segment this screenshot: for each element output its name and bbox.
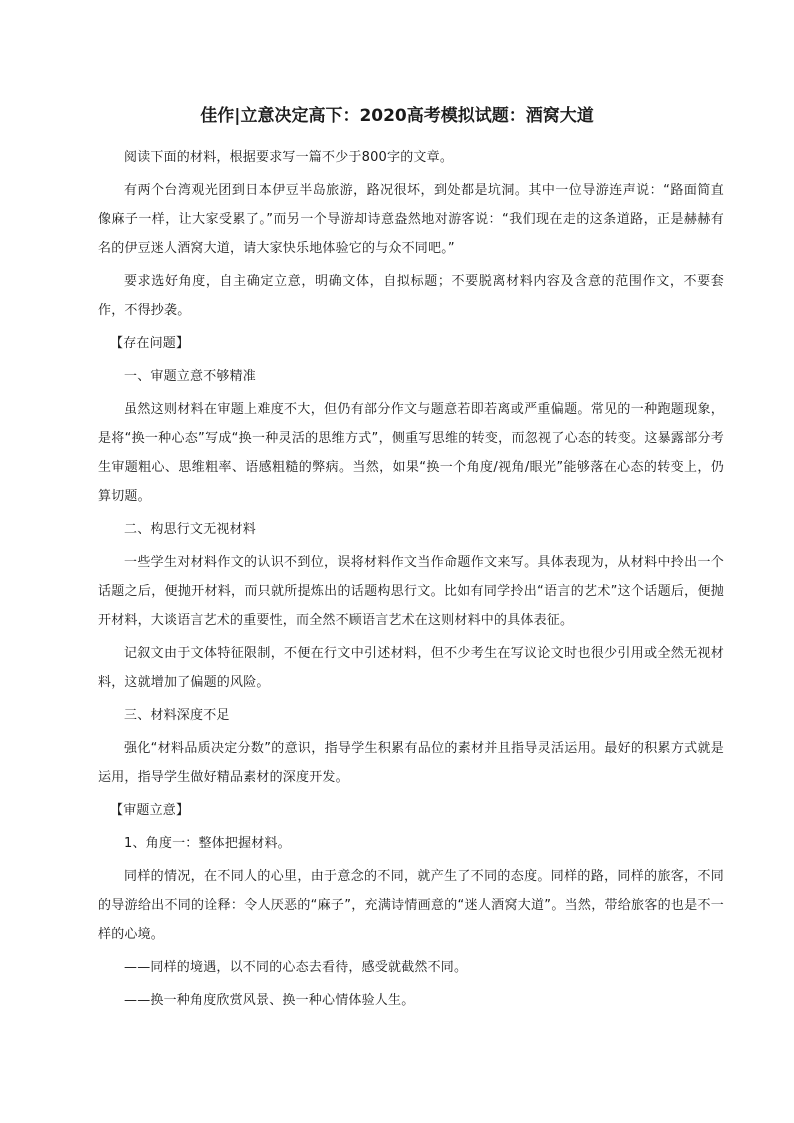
paragraph-problem-2-narrative: 记叙文由于文体特征限制，不便在行文中引述材料，但不少考生在写议论文时也很少引用或全然无视材料，这就增加了偏题的风险。 [98, 646, 724, 690]
paragraph-dash-2: ——换一种角度欣赏风景、换一种心情体验人生。 [124, 993, 415, 1008]
section-heading-problems: 【存在问题】 [110, 336, 190, 351]
section-heading-analysis: 【审题立意】 [110, 803, 190, 818]
document-title: 佳作|立意决定高下：2020高考模拟试题：酒窝大道 [200, 106, 594, 126]
subheading-problem-1: 一、审题立意不够精准 [124, 369, 257, 384]
subheading-angle-1: 1、角度一：整体把握材料。 [124, 836, 291, 851]
paragraph-problem-3: 强化“材料品质决定分数”的意识，指导学生积累有品位的素材并且指导灵活运用。最好的积累方式就是运用，指导学生做好精品素材的深度开发。 [98, 741, 724, 785]
paragraph-angle-1: 同样的情况，在不同人的心里，由于意念的不同，就产生了不同的态度。同样的路，同样的旅客，不同的导游给出不同的诠释：令人厌恶的“麻子”，充满诗情画意的“迷人酒窝大道”。当然，带给旅客的也是不一样的心境。 [98, 869, 724, 942]
paragraph-requirements: 要求选好角度，自主确定立意，明确文体，自拟标题；不要脱离材料内容及含意的范围作文，不要套作，不得抄袭。 [98, 274, 724, 318]
paragraph-dash-1: ——同样的境遇，以不同的心态去看待，感受就截然不同。 [124, 960, 468, 975]
paragraph-problem-2: 一些学生对材料作文的认识不到位，误将材料作文当作命题作文来写。具体表现为，从材料中拎出一个话题之后，便抛开材料，而只就所提炼出的话题构思行文。比如有同学拎出“语言的艺术”这个话题后，便抛开材料，大谈语言艺术的重要性，而全然不顾语言艺术在这则材料中的具体表征。 [98, 555, 724, 628]
subheading-problem-3: 三、材料深度不足 [124, 708, 230, 723]
paragraph-instruction: 阅读下面的材料，根据要求写一篇不少于800字的文章。 [124, 150, 454, 165]
subheading-problem-2: 二、构思行文无视材料 [124, 522, 257, 537]
document-body [98, 143, 724, 1019]
paragraph-material: 有两个台湾观光团到日本伊豆半岛旅游，路况很坏，到处都是坑洞。其中一位导游连声说：“路面简直像麻子一样，让大家受累了。”而另一个导游却诗意盎然地对游客说：“我们现在走的这条道路，正是赫赫有名的伊豆迷人酒窝大道，请大家快乐地体验它的与众不同吧。” [98, 183, 724, 256]
paragraph-problem-1: 虽然这则材料在审题上难度不大，但仍有部分作文与题意若即若离或严重偏题。常见的一种跑题现象，是将“换一种心态”写成“换一种灵活的思维方式”，侧重写思维的转变，而忽视了心态的转变。这暴露部分考生审题粗心、思维粗率、语感粗糙的弊病。当然，如果“换一个角度/视角/眼光”能够落在心态的转变上，仍算切题。 [98, 402, 724, 504]
